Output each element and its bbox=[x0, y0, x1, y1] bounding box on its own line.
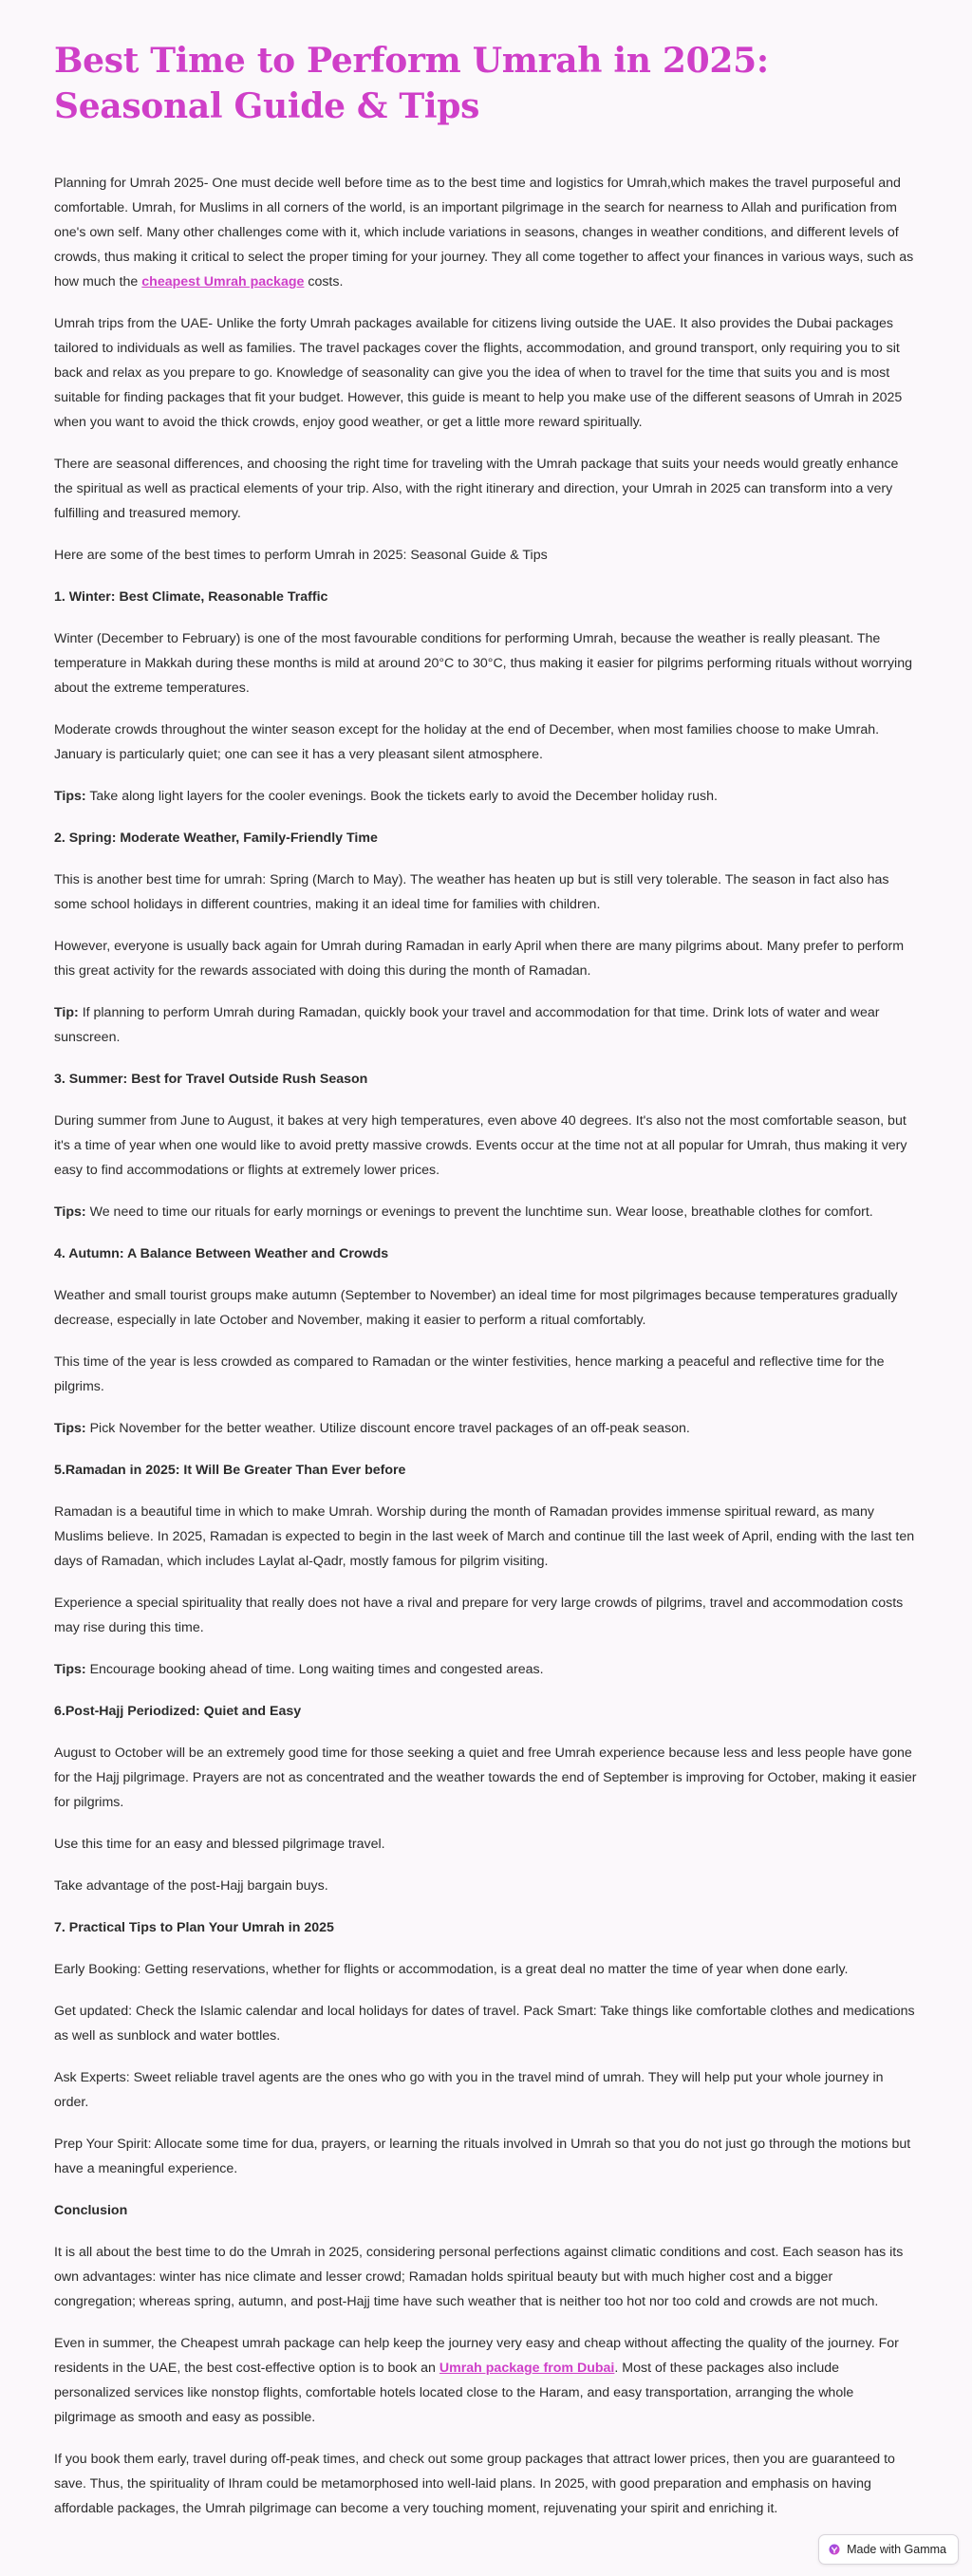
ramadan-paragraph-2: Experience a special spirituality that really does not have a rival and prepare for very large crowds of pilgrims, travel and accommodation costs may rise during this time. bbox=[54, 1596, 904, 1635]
gamma-logo-icon bbox=[829, 2544, 840, 2555]
intro-text-end: costs. bbox=[304, 274, 344, 289]
ramadan-paragraph-1: Ramadan is a beautiful time in which to make Umrah. Worship during the month of Ramadan provides immense spiritual reward, as many Muslims believe. In 2025, Ramadan is expected to begin in the last week of March and continue till the last week of April, ending with the last ten days of Ramadan, which includes Laylat al-Qadr, mostly famous for pilgrim visiting. bbox=[54, 1504, 915, 1569]
conclusion-paragraph-3: If you book them early, travel during off-peak times, and check out some group packages that attract lower prices, then you are guaranteed to save. Thus, the spirituality of Ihram could be metamorphosed into well-laid plans. In 2025, with good preparation and emphasis on having affordable packages, the Umrah pilgrimage can become a very touching moment, rejuvenating your spirit and enriching it. bbox=[54, 2452, 895, 2516]
conclusion-text: Even in summer, the Cheapest umrah package can help keep the journey very easy and cheap without affecting the quality of the journey. For residents in the UAE, the best cost-effective option is to book an bbox=[54, 2336, 899, 2376]
practical-paragraph-4: Prep Your Spirit: Allocate some time for dua, prayers, or learning the rituals involved in Umrah so that you do not just go through the motions but have a meaningful experience. bbox=[54, 2137, 911, 2176]
conclusion-heading: Conclusion bbox=[54, 2203, 128, 2218]
article bbox=[54, 38, 918, 2538]
winter-paragraph-2: Moderate crowds throughout the winter season except for the holiday at the end of December, when most families choose to make Umrah. January is particularly quiet; one can see it has a very pleasant silent atmosphere. bbox=[54, 722, 880, 762]
spring-paragraph-1: This is another best time for umrah: Spring (March to May). The weather has heaten up but is still very tolerable. The season in fact also has some school holidays in different countries, making it an ideal time for families with children. bbox=[54, 872, 889, 912]
posthajj-paragraph-1: August to October will be an extremely good time for those seeking a quiet and free Umrah experience because less and less people have gone for the Hajj pilgrimage. Prayers are not as concentrated and the weather towards the end of September is improving for October, making it easier for pilgrims. bbox=[54, 1745, 917, 1810]
page-title: Best Time to Perform Umrah in 2025: Seasonal Guide & Tips bbox=[54, 41, 769, 126]
intro-paragraph-3: There are seasonal differences, and choosing the right time for traveling with the Umrah package that suits your needs would greatly enhance the spiritual as well as practical elements of your trip. Also, with the right itinerary and direction, your Umrah in 2025 can transform into a very fulfilling and treasured memory. bbox=[54, 457, 899, 521]
tip-label: Tip: bbox=[54, 1005, 79, 1020]
tip-text: If planning to perform Umrah during Ramadan, quickly book your travel and accommodation for that time. Drink lots of water and wear sunscreen. bbox=[54, 1005, 880, 1045]
summer-tip bbox=[54, 1200, 918, 1224]
autumn-heading: 4. Autumn: A Balance Between Weather and Crowds bbox=[54, 1246, 389, 1261]
conclusion-text-end: . Most of these packages also include personalized services like nonstop flights, comfortable hotels located close to the Haram, and easy transportation, arranging the whole pilgrimage as smooth and easy as possible. bbox=[54, 2361, 854, 2425]
conclusion-paragraph-1: It is all about the best time to do the Umrah in 2025, considering personal perfections against climatic conditions and cost. Each season has its own advantages: winter has nice climate and lesser crowd; Ramadan holds spiritual beauty but with much higher cost and a bigger congregation; whereas spring, autumn, and post-Hajj time have such weather that is neither too hot nor too cold and crowds are not much. bbox=[54, 2245, 904, 2309]
intro-paragraph-1 bbox=[54, 171, 918, 294]
intro-paragraph-2: Umrah trips from the UAE- Unlike the forty Umrah packages available for citizens living outside the UAE. It also provides the Dubai packages tailored to individuals as well as families. The travel packages cover the flights, accommodation, and ground transport, only requiring you to sit back and relax as you prepare to go. Knowledge of seasonality can give you the idea of when to travel for the time that suits you and is most suitable for finding packages that fit your budget. However, this guide is meant to help you make use of the different seasons of Umrah in 2025 when you want to avoid the thick crowds, enjoy good weather, or get a little more reward spiritually. bbox=[54, 316, 903, 430]
practical-tips-heading: 7. Practical Tips to Plan Your Umrah in 2025 bbox=[54, 1920, 334, 1935]
winter-tip bbox=[54, 784, 918, 809]
ramadan-tip bbox=[54, 1657, 918, 1682]
tip-text: Encourage booking ahead of time. Long waiting times and congested areas. bbox=[85, 1662, 544, 1677]
practical-paragraph-2: Get updated: Check the Islamic calendar and local holidays for dates of travel. Pack Smart: Take things like comfortable clothes and medications as well as sunblock and water bottles. bbox=[54, 2004, 915, 2044]
ramadan-heading: 5.Ramadan in 2025: It Will Be Greater Than Ever before bbox=[54, 1463, 406, 1478]
posthajj-paragraph-2: Use this time for an easy and blessed pilgrimage travel. bbox=[54, 1837, 385, 1852]
winter-heading: 1. Winter: Best Climate, Reasonable Traffic bbox=[54, 589, 328, 605]
tip-text: Pick November for the better weather. Utilize discount encore travel packages of an off-peak season. bbox=[85, 1421, 690, 1436]
autumn-paragraph-2: This time of the year is less crowded as compared to Ramadan or the winter festivities, hence marking a peaceful and reflective time for the pilgrims. bbox=[54, 1354, 885, 1394]
tip-label: Tips: bbox=[54, 1662, 86, 1677]
tip-text: Take along light layers for the cooler evenings. Book the tickets early to avoid the December holiday rush. bbox=[85, 789, 718, 804]
summer-heading: 3. Summer: Best for Travel Outside Rush Season bbox=[54, 1072, 368, 1087]
spring-paragraph-2: However, everyone is usually back again for Umrah during Ramadan in early April when there are many pilgrims about. Many prefer to perform this great activity for the rewards associated with doing this during the month of Ramadan. bbox=[54, 939, 905, 979]
tip-label: Tips: bbox=[54, 1204, 86, 1220]
spring-heading: 2. Spring: Moderate Weather, Family-Friendly Time bbox=[54, 831, 378, 846]
conclusion-paragraph-2 bbox=[54, 2331, 918, 2430]
summer-paragraph-1: During summer from June to August, it bakes at very high temperatures, even above 40 degrees. It's also not the most comfortable season, but it's a time of year when one would like to avoid pretty massive crowds. Events occur at the time not at all popular for Umrah, thus making it very easy to find accommodations or flights at extremely lower prices. bbox=[54, 1113, 907, 1178]
umrah-package-dubai-link[interactable]: Umrah package from Dubai bbox=[439, 2361, 615, 2376]
practical-paragraph-1: Early Booking: Getting reservations, whether for flights or accommodation, is a great deal no matter the time of year when done early. bbox=[54, 1962, 849, 1977]
posthajj-paragraph-3: Take advantage of the post-Hajj bargain buys. bbox=[54, 1878, 328, 1894]
posthajj-heading: 6.Post-Hajj Periodized: Quiet and Easy bbox=[54, 1704, 302, 1719]
autumn-tip bbox=[54, 1416, 918, 1441]
spring-tip bbox=[54, 1000, 918, 1050]
made-with-gamma-label: Made with Gamma bbox=[847, 2543, 946, 2556]
intro-paragraph-4: Here are some of the best times to perform Umrah in 2025: Seasonal Guide & Tips bbox=[54, 548, 548, 563]
intro-text: Planning for Umrah 2025- One must decide well before time as to the best time and logistics for Umrah,which makes the travel purposeful and comfortable. Umrah, for Muslims in all corners of the world, is an important pilgrimage in the search for nearness to Allah and purification from one's own self. Many other challenges come with it, which include variations in seasons, changes in weather conditions, and different levels of crowds, thus making it critical to select the proper timing for your journey. They all come together to affect your finances in various ways, such as how much the bbox=[54, 176, 914, 289]
tip-label: Tips: bbox=[54, 1421, 86, 1436]
practical-paragraph-3: Ask Experts: Sweet reliable travel agents are the ones who go with you in the travel mind of umrah. They will help put your whole journey in order. bbox=[54, 2070, 884, 2110]
cheapest-umrah-package-link[interactable]: cheapest Umrah package bbox=[141, 274, 305, 289]
tip-text: We need to time our rituals for early mornings or evenings to prevent the lunchtime sun. Wear loose, breathable clothes for comfort. bbox=[85, 1204, 873, 1220]
tip-label: Tips: bbox=[54, 789, 86, 804]
winter-paragraph-1: Winter (December to February) is one of the most favourable conditions for performing Umrah, because the weather is really pleasant. The temperature in Makkah during these months is mild at around 20°C to 30°C, thus making it easier for pilgrims performing rituals without worrying about the extreme temperatures. bbox=[54, 631, 912, 696]
made-with-gamma-button[interactable] bbox=[818, 2534, 959, 2565]
autumn-paragraph-1: Weather and small tourist groups make autumn (September to November) an ideal time for most pilgrimages because temperatures gradually decrease, especially in late October and November, making it easier to perform a ritual comfortably. bbox=[54, 1288, 898, 1328]
